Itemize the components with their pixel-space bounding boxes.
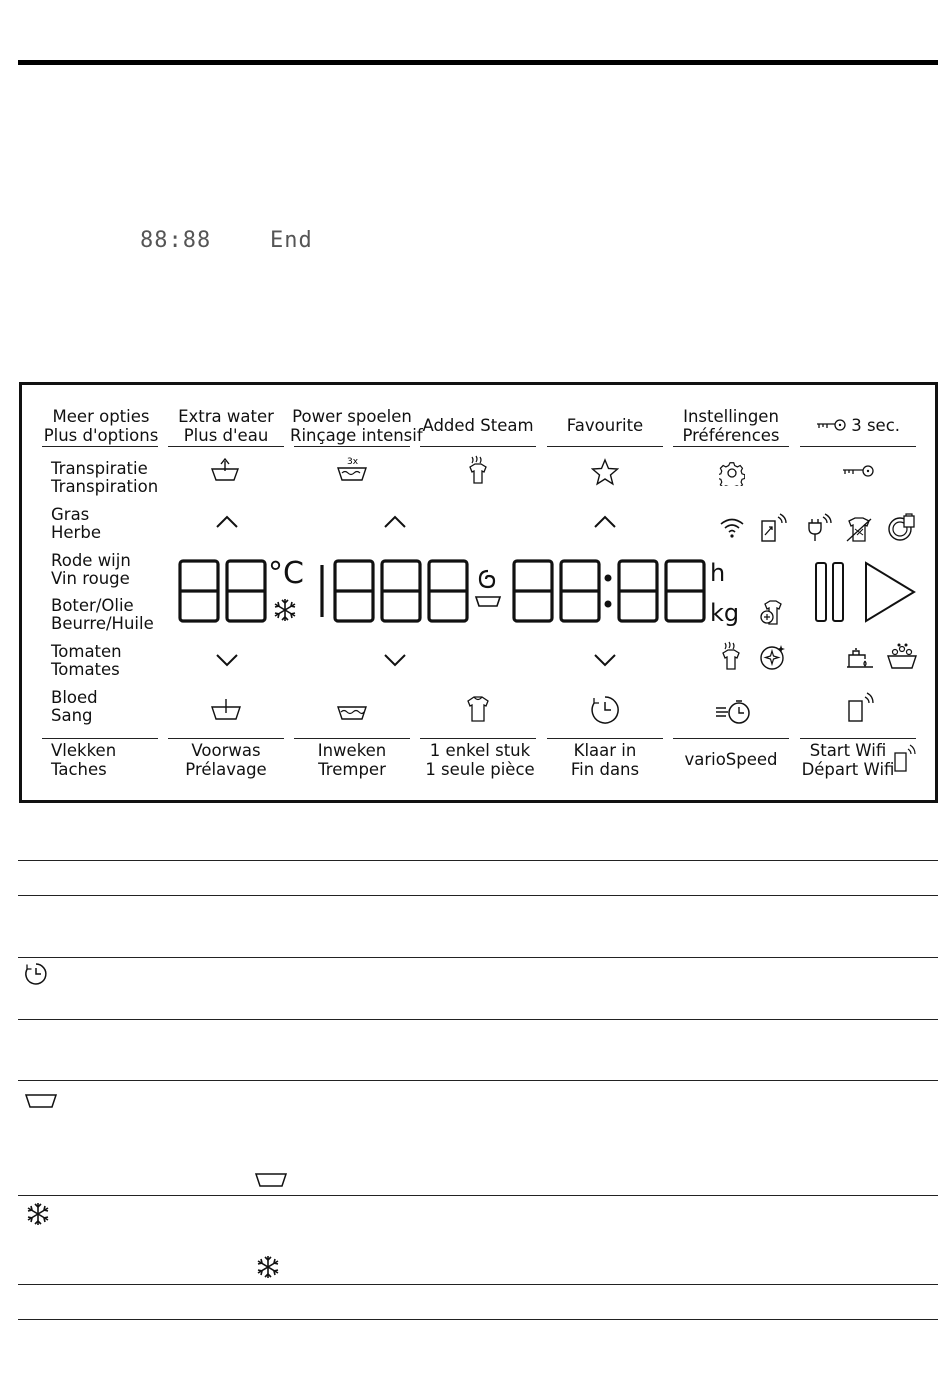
label-settings: Instellingen Préférences [682,407,780,445]
unit-hours: h [710,559,726,587]
spin-up-chevron-icon[interactable] [383,515,407,529]
top-rule [18,60,938,65]
remote-start-icon [846,691,876,723]
time-readout: 88:88 [140,228,212,253]
table-row-divider [18,895,938,896]
basin-icon-inline [254,1171,288,1189]
stain-tomato: Tomaten Tomates [51,642,122,679]
label-prewash: Voorwas Prélavage [185,741,267,779]
cold-snowflake-icon [272,597,298,623]
control-panel-diagram [19,382,938,803]
settings-gear-icon [719,460,745,486]
prewash-basin-icon [210,697,242,721]
stain-grass: Gras Herbe [51,505,101,542]
start-pause-button[interactable] [812,561,922,623]
label-start-wifi: Start Wifi Départ Wifi [801,741,895,779]
label-single-item: 1 enkel stuk 1 seule pièce [425,741,535,779]
time-up-chevron-icon[interactable] [593,515,617,529]
table-row-divider [18,1080,938,1081]
clock-icon [24,962,48,986]
single-item-shirt-icon [464,695,492,723]
remote-start-wifi-icon [893,743,917,773]
stain-blood: Bloed Sang [51,688,98,725]
spin-down-chevron-icon[interactable] [383,653,407,667]
basin-icon [24,1092,58,1110]
favourite-star-icon [591,458,619,486]
label-added-steam: Added Steam [422,416,534,435]
tap-water-icon [845,645,875,671]
foam-detergent-icon [886,643,918,671]
variospeed-icon [714,699,754,725]
label-soak: Inweken Tremper [317,741,387,779]
label-finish-in: Klaar in Fin dans [570,741,640,779]
child-lock-key-icon [842,464,874,478]
time-down-chevron-icon[interactable] [593,653,617,667]
label-favourite: Favourite [566,416,644,435]
stain-sweat: Transpiratie Transpiration [51,459,159,496]
end-readout: End [270,228,313,253]
label-more-options: Meer opties Plus d'options [43,407,159,445]
label-key-lock: 3 sec. [800,416,916,435]
drum-clean-icon [887,513,917,543]
seven-segment-display [172,555,732,627]
stain-red-wine: Rode wijn Vin rouge [51,551,131,588]
snowflake-icon [25,1201,51,1227]
unit-celsius: °C [268,556,304,591]
remote-device-icon [759,513,787,543]
soak-basin-icon [336,701,368,721]
smart-plug-icon [806,513,832,543]
table-row-divider [18,860,938,861]
label-stains: Vlekken Taches [51,741,117,779]
extra-water-icon [210,457,240,483]
label-variospeed: varioSpeed [684,750,778,769]
unit-kg: kg [710,599,740,627]
key-icon [816,418,846,432]
stain-butter-oil: Boter/Olie Beurre/Huile [51,596,154,633]
table-row-divider [18,1319,938,1320]
wifi-icon [719,517,745,539]
table-row-divider [18,1195,938,1196]
hygiene-icon [759,643,787,671]
power-rinse-icon [336,455,368,483]
temp-down-chevron-icon[interactable] [215,653,239,667]
finish-in-clock-icon [590,695,620,725]
table-row-divider [18,1019,938,1020]
steam-shirt-icon [463,455,493,485]
label-power-rinse: Power spoelen Rinçage intensif [290,407,423,445]
svg-text:3x: 3x [347,457,359,467]
temp-up-chevron-icon[interactable] [215,515,239,529]
ironing-shirt-icon [845,515,873,543]
table-row-divider [18,957,938,958]
load-shirt-icon [759,598,787,626]
snowflake-icon-inline [255,1254,281,1280]
steam-active-icon [716,641,746,671]
table-row-divider [18,1284,938,1285]
label-extra-water: Extra water Plus d'eau [178,407,274,445]
